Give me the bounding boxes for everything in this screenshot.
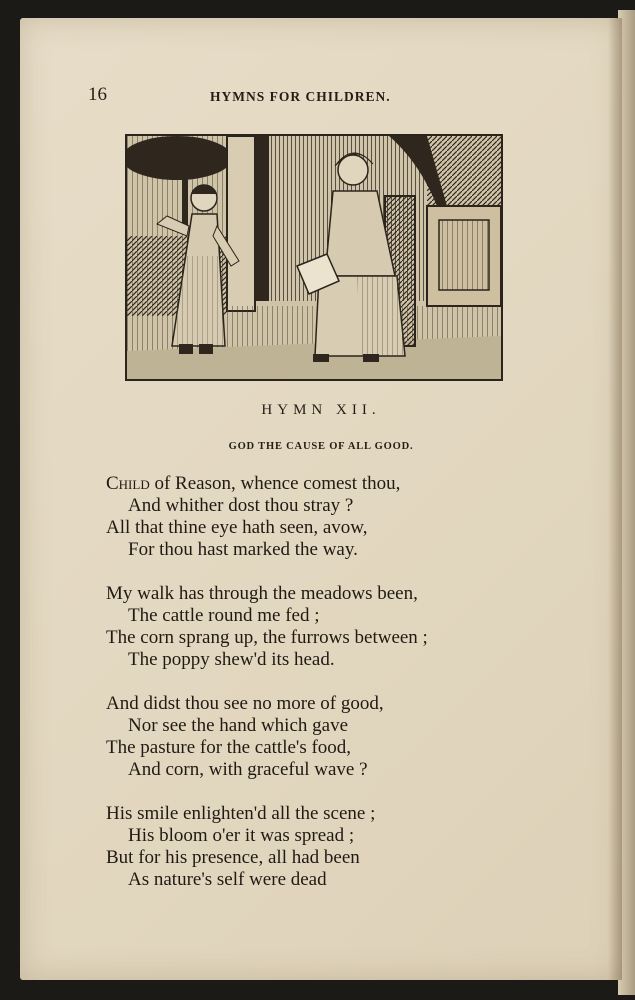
drop-word: Child (106, 473, 150, 494)
poem-line: And corn, with graceful wave ? (128, 759, 368, 780)
poem-line: His smile enlighten'd all the scene ; (106, 803, 376, 824)
hymn-title: HYMN XII. (261, 402, 381, 418)
running-head: HYMNS FOR CHILDREN. (210, 89, 391, 104)
poem-line: My walk has through the meadows been, (106, 583, 418, 604)
poem-line: And whither dost thou stray ? (128, 495, 354, 516)
book-page (20, 18, 622, 980)
poem-line: And didst thou see no more of good, (106, 693, 384, 714)
poem-line: Nor see the hand which gave (128, 715, 349, 736)
poem-line: The corn sprang up, the furrows between ; (106, 627, 428, 648)
poem-line: The poppy shew'd its head. (128, 649, 335, 670)
stanza (106, 803, 606, 891)
woodcut-scene (127, 136, 501, 379)
poem (106, 473, 606, 913)
stanza (106, 583, 606, 671)
poem-line: The cattle round me fed ; (128, 605, 320, 626)
hymn-subtitle: GOD THE CAUSE OF ALL GOOD. (228, 441, 414, 452)
poem-line: But for his presence, all had been (106, 847, 360, 868)
poem-line (106, 473, 606, 495)
line-rest: of Reason, whence comest thou, (149, 473, 401, 494)
poem-line: As nature's self were dead (128, 869, 327, 890)
stanza (106, 693, 606, 781)
stanza (106, 473, 606, 561)
woodcut-illustration (125, 134, 503, 381)
poem-line: All that thine eye hath seen, avow, (106, 517, 368, 538)
poem-line: The pasture for the cattle's food, (106, 737, 352, 758)
page-number: 16 (88, 84, 107, 105)
poem-line: His bloom o'er it was spread ; (128, 825, 355, 846)
poem-line: For thou hast marked the way. (128, 539, 358, 560)
